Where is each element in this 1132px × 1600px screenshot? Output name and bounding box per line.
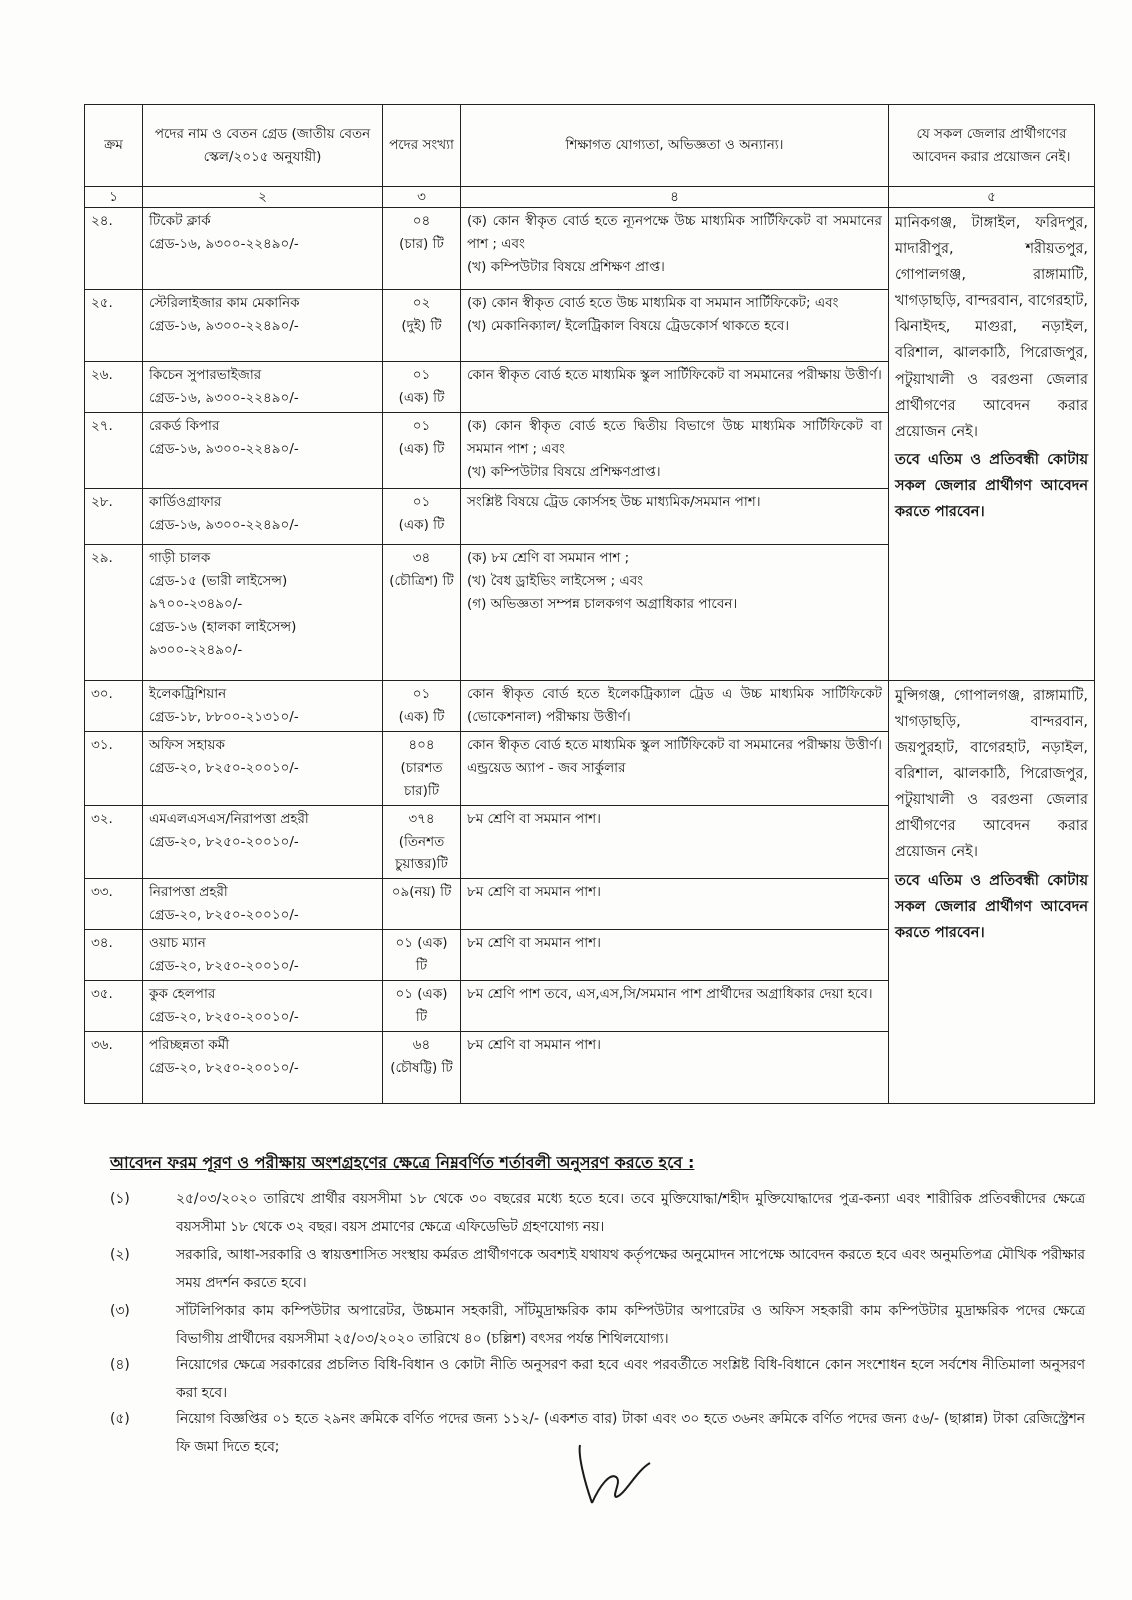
header-count: পদের সংখ্যা (383, 105, 461, 187)
row-post (143, 544, 383, 680)
post-grade: গ্রেড-১৬, ৯৩০০-২২৪৯০/- (149, 317, 299, 334)
qualification-line: (ক) কোন স্বীকৃত বোর্ড হতে ন্যূনপক্ষে উচ্চ মাধ্যমিক সার্টিফিকেট বা সমমানের পাশ ; এবং (467, 213, 882, 252)
post-grade: গ্রেড-১৮, ৮৮০০-২১৩১০/- (149, 708, 299, 725)
row-count (383, 981, 461, 1032)
post-name: পরিচ্ছন্নতা কর্মী (149, 1037, 230, 1053)
job-table (84, 104, 1095, 1104)
post-grade: গ্রেড-১৬ (হালকা লাইসেন্স) (149, 618, 297, 635)
condition-text: নিয়োগ বিজ্ঞপ্তির ০১ হতে ২৯নং ক্রমিকে বর্ণিত পদের জন্য ১১২/- (একশত বার) টাকা এবং ৩০ হতে ৩৬নং ক্রমিকে বর্ণিত পদের জন্য ৫৬/- (ছাপ্পান্ন) টাকা রেজিস্ট্রেশন ফি জমা দিতে হবে; (176, 1411, 1085, 1455)
row-serial: ৩০. (85, 680, 143, 731)
row-count (383, 930, 461, 981)
row-post (143, 290, 383, 362)
row-qualification (461, 208, 889, 290)
count-number: ০৯(নয়) টি (391, 884, 452, 901)
condition-number: (৫) (110, 1411, 130, 1427)
count-words: টি (415, 1009, 428, 1026)
qualification-line: ৮ম শ্রেণি বা সমমান পাশ। (467, 1037, 601, 1053)
header-districts: যে সকল জেলার প্রার্থীগণের আবেদন করার প্রয়োজন নেই। (889, 105, 1095, 187)
qualification-line: (খ) কম্পিউটার বিষয়ে প্রশিক্ষণ প্রাপ্ত। (467, 258, 665, 275)
row-count (383, 290, 461, 362)
column-number: ৫ (889, 187, 1095, 208)
qualification-line: ৮ম শ্রেণি বা সমমান পাশ। (467, 810, 601, 827)
post-name: স্টেরিলাইজার কাম মেকানিক (149, 295, 300, 311)
qualification-line: ৮ম শ্রেণি বা সমমান পাশ। (467, 884, 601, 901)
post-name: এমএলএসএস/নিরাপত্তা প্রহরী (149, 810, 309, 827)
qualification-line: কোন স্বীকৃত বোর্ড হতে ইলেকট্রিক্যাল ট্রেড এ উচ্চ মাধ্যমিক সার্টিফিকেট (ভোকেশনাল) পরীক্ষায় উত্তীর্ণ। (467, 685, 882, 725)
count-words: (এক) টি (398, 708, 445, 725)
row-qualification (461, 981, 889, 1032)
post-grade: গ্রেড-২০, ৮২৫০-২০০১০/- (149, 1009, 299, 1026)
count-words: (এক) টি (398, 389, 445, 406)
row-serial: ৩১. (85, 731, 143, 805)
column-number: ৩ (383, 187, 461, 208)
post-grade: গ্রেড-২০, ৮২৫০-২০০১০/- (149, 1059, 299, 1076)
post-grade: গ্রেড-১৬, ৯৩০০-২২৪৯০/- (149, 389, 299, 406)
qualification-line: (ক) ৮ম শ্রেণি বা সমমান পাশ ; (467, 549, 630, 566)
post-name: নিরাপত্তা প্রহরী (149, 884, 228, 901)
header-post: পদের নাম ও বেতন গ্রেড (জাতীয় বেতন স্কেল/২০১৫ অনুযায়ী) (143, 105, 383, 187)
row-count (383, 1032, 461, 1104)
count-words: (তিনশত চুয়াত্তর)টি (395, 833, 448, 873)
count-words: (এক) টি (398, 516, 445, 533)
qualification-line: (ক) কোন স্বীকৃত বোর্ড হতে উচ্চ মাধ্যমিক বা সমমান সার্টিফিকেট; এবং (467, 295, 839, 311)
condition-text: নিয়োগের ক্ষেত্রে সরকারের প্রচলিত বিধি-বিধান ও কোটা নীতি অনুসরণ করা হবে এবং পরবর্তীতে সংশ্লিষ্ট বিধি-বিধানে কোন সংশোধন হলে সর্বশেষ নীতিমালা অনুসরণ করা হবে। (176, 1357, 1085, 1401)
row-qualification (461, 879, 889, 930)
count-number: ০১ (412, 367, 431, 383)
condition-number: (৩) (110, 1303, 130, 1319)
row-post (143, 488, 383, 544)
post-name: কিচেন সুপারভাইজার (149, 367, 262, 383)
qualification-line: ৮ম শ্রেণি পাশ তবে, এস,এস,সি/সমমান পাশ প্রার্থীদের অগ্রাধিকার দেয়া হবে। (467, 986, 873, 1003)
qualification-line: (ক) কোন স্বীকৃত বোর্ড হতে দ্বিতীয় বিভাগে উচ্চ মাধ্যমিক সার্টিফিকেট বা সমমান পাশ ; এবং (467, 417, 882, 457)
post-name: কার্ডিওগ্রাফার (149, 493, 222, 510)
row-post (143, 731, 383, 805)
row-count (383, 805, 461, 879)
row-post (143, 362, 383, 413)
row-qualification (461, 362, 889, 413)
post-grade: গ্রেড-১৬, ৯৩০০-২২৪৯০/- (149, 516, 299, 533)
count-number: ০১ (এক) (395, 986, 448, 1003)
row-post (143, 680, 383, 731)
post-grade: গ্রেড-২০, ৮২৫০-২০০১০/- (149, 958, 299, 975)
post-grade: গ্রেড-১৬, ৯৩০০-২২৪৯০/- (149, 235, 299, 252)
row-serial: ২৯. (85, 544, 143, 680)
row-post (143, 879, 383, 930)
row-qualification (461, 731, 889, 805)
row-serial: ৩৬. (85, 1032, 143, 1104)
row-serial: ২৫. (85, 290, 143, 362)
count-number: ০১ (412, 417, 431, 434)
row-serial: ৩৪. (85, 930, 143, 981)
row-post (143, 805, 383, 879)
column-number-row (85, 187, 1095, 208)
row-qualification (461, 290, 889, 362)
count-number: ০১ (412, 493, 431, 510)
post-grade: গ্রেড-১৬, ৯৩০০-২২৪৯০/- (149, 440, 299, 457)
post-name: গাড়ী চালক (149, 549, 211, 566)
header-qualification: শিক্ষাগত যোগ্যতা, অভিজ্ঞতা ও অন্যান্য। (461, 105, 889, 187)
signature-mark (570, 1425, 660, 1510)
qualification-line: (গ) অভিজ্ঞতা সম্পন্ন চালকগণ অগ্রাধিকার পাবেন। (467, 595, 738, 612)
excluded-districts: মানিকগঞ্জ, টাঙ্গাইল, ফরিদপুর, মাদারীপুর, শরীয়তপুর, গোপালগঞ্জ, রাঙ্গামাটি, খাগড়াছড়ি, বান্দরবান, বাগেরহাট, ঝিনাইদহ, মাগুরা, নড়াইল, বরিশাল, ঝালকাঠি, পিরোজপুর, পটুয়াখালী ও বরগুনা জেলার প্রার্থীগণের আবেদন করার প্রয়োজন নেই। (895, 215, 1088, 440)
row-serial: ২৬. (85, 362, 143, 413)
row-qualification (461, 680, 889, 731)
row-count (383, 680, 461, 731)
quota-exception-note: তবে এতিম ও প্রতিবন্ধী কোটায় সকল জেলার প্রার্থীগণ আবেদন করতে পারবেন। (895, 451, 1088, 521)
conditions-title: আবেদন ফরম পূরণ ও পরীক্ষায় অংশগ্রহণের ক্ষেত্রে নিম্নবর্ণিত শর্তাবলী অনুসরণ করতে হবে : (110, 1153, 695, 1172)
row-count (383, 362, 461, 413)
count-words: (চৌষট্টি) টি (390, 1059, 453, 1076)
header-serial: ক্রম (85, 105, 143, 187)
row-count (383, 879, 461, 930)
row-post (143, 930, 383, 981)
district-group-cell (889, 208, 1095, 681)
count-words: (এক) টি (398, 440, 445, 457)
count-words: (চৌত্রিশ) টি (389, 572, 454, 589)
count-number: ৩৪ (412, 549, 431, 566)
row-qualification (461, 412, 889, 488)
district-group-cell (889, 680, 1095, 1103)
qualification-line: (খ) বৈধ ড্রাইভিং লাইসেন্স ; এবং (467, 572, 644, 589)
qualification-line: সংশ্লিষ্ট বিষয়ে ট্রেড কোর্সসহ উচ্চ মাধ্যমিক/সমমান পাশ। (467, 493, 761, 510)
row-post (143, 412, 383, 488)
job-rows (85, 208, 1095, 1104)
column-number: ৪ (461, 187, 889, 208)
row-serial: ৩৩. (85, 879, 143, 930)
count-number: ৪০৪ (408, 736, 435, 753)
count-number: ৩৭৪ (408, 810, 435, 827)
row-qualification (461, 544, 889, 680)
post-name: অফিস সহায়ক (149, 736, 225, 753)
qualification-line: কোন স্বীকৃত বোর্ড হতে মাধ্যমিক স্কুল সার্টিফিকেট বা সমমানের পরীক্ষায় উত্তীর্ণ। (467, 367, 882, 383)
post-name: রেকর্ড কিপার (149, 417, 220, 434)
row-count (383, 731, 461, 805)
count-words: (চারশত চার)টি (400, 759, 443, 799)
row-serial: ২৪. (85, 208, 143, 290)
condition-text: সরকারি, আধা-সরকারি ও স্বায়ত্তশাসিত সংস্থায় কর্মরত প্রার্থীগণকে অবশ্যই যথাযথ কর্তৃপক্ষের অনুমোদন সাপেক্ষে আবেদন করতে হবে এবং অনুমতিপত্র মৌখিক পরীক্ষার সময় প্রদর্শন করতে হবে। (176, 1247, 1085, 1291)
row-qualification (461, 805, 889, 879)
qualification-line: কোন স্বীকৃত বোর্ড হতে মাধ্যমিক স্কুল সার্টিফিকেট বা সমমানের পরীক্ষায় উত্তীর্ণ।এন্ড্রয়েড অ্যাপ - জব সার্কুলার (467, 736, 882, 776)
condition-number: (২) (110, 1247, 130, 1263)
post-name: টিকেট ক্লার্ক (149, 213, 211, 229)
excluded-districts: মুন্সিগঞ্জ, গোপালগঞ্জ, রাঙ্গামাটি, খাগড়াছড়ি, বান্দরবান, জয়পুরহাট, বাগেরহাট, নড়াইল, বরিশাল, ঝালকাঠি, পিরোজপুর, পটুয়াখালী ও বরগুনা জেলার প্রার্থীগণের আবেদন করার প্রয়োজন নেই। (895, 687, 1088, 861)
post-name: কুক হেলপার (149, 986, 216, 1003)
row-post (143, 981, 383, 1032)
condition-number: (৪) (110, 1357, 130, 1373)
row-qualification (461, 488, 889, 544)
row-count (383, 488, 461, 544)
column-number: ২ (143, 187, 383, 208)
row-count (383, 412, 461, 488)
count-number: ০৪ (412, 213, 431, 229)
row-post (143, 208, 383, 290)
count-number: ৬৪ (412, 1037, 431, 1053)
post-name: ওয়াচ ম্যান (149, 935, 206, 952)
table-row (85, 680, 1095, 731)
row-count (383, 544, 461, 680)
row-count (383, 208, 461, 290)
count-words: (চার) টি (399, 235, 444, 252)
condition-number: (১) (110, 1191, 130, 1207)
quota-exception-note: তবে এতিম ও প্রতিবন্ধী কোটায় সকল জেলার প্রার্থীগণ আবেদন করতে পারবেন। (895, 872, 1088, 941)
row-serial: ৩৫. (85, 981, 143, 1032)
post-grade: ৯৩০০-২২৪৯০/- (149, 641, 243, 658)
condition-text: সাঁটলিপিকার কাম কম্পিউটার অপারেটর, উচ্চমান সহকারী, সাঁটমুদ্রাক্ষরিক কাম কম্পিউটার অপারেটর ও অফিস সহকারী কাম কম্পিউটার মুদ্রাক্ষরিক পদের ক্ষেত্রে বিভাগীয় প্রার্থীদের বয়সসীমা ২৫/০৩/২০২০ তারিখে ৪০ (চল্লিশ) বৎসর পর্যন্ত শিথিলযোগ্য। (176, 1303, 1085, 1347)
condition-text: ২৫/০৩/২০২০ তারিখে প্রার্থীর বয়সসীমা ১৮ থেকে ৩০ বছরের মধ্যে হতে হবে। তবে মুক্তিযোদ্ধা/শহীদ মুক্তিযোদ্ধাদের পুত্র-কন্যা এবং শারীরিক প্রতিবন্ধীদের ক্ষেত্রে বয়সসীমা ১৮ থেকে ৩২ বছর। বয়স প্রমাণের ক্ষেত্রে এফিডেভিট গ্রহণযোগ্য নয়। (176, 1191, 1085, 1235)
count-words: টি (415, 958, 428, 975)
qualification-line: (খ) কম্পিউটার বিষয়ে প্রশিক্ষণপ্রাপ্ত। (467, 463, 661, 480)
qualification-line: ৮ম শ্রেণি বা সমমান পাশ। (467, 935, 601, 952)
post-name: ইলেকট্রিশিয়ান (149, 685, 227, 702)
count-number: ০২ (412, 295, 431, 311)
qualification-line: (খ) মেকানিক্যাল/ ইলেট্রিকাল বিষয়ে ট্রেডকোর্স থাকতে হবে। (467, 317, 790, 334)
post-grade: গ্রেড-২০, ৮২৫০-২০০১০/- (149, 833, 299, 850)
count-number: ০১ (412, 685, 431, 702)
count-number: ০১ (এক) (395, 935, 448, 952)
post-grade: ৯৭০০-২৩৪৯০/- (149, 595, 243, 612)
column-number: ১ (85, 187, 143, 208)
post-grade: গ্রেড-২০, ৮২৫০-২০০১০/- (149, 759, 299, 776)
row-post (143, 1032, 383, 1104)
row-qualification (461, 1032, 889, 1104)
table-row (85, 208, 1095, 290)
count-words: (দুই) টি (401, 317, 442, 334)
post-grade: গ্রেড-১৫ (ভারী লাইসেন্স) (149, 572, 288, 589)
row-qualification (461, 930, 889, 981)
row-serial: ৩২. (85, 805, 143, 879)
row-serial: ২৭. (85, 412, 143, 488)
row-serial: ২৮. (85, 488, 143, 544)
post-grade: গ্রেড-২০, ৮২৫০-২০০১০/- (149, 907, 299, 924)
